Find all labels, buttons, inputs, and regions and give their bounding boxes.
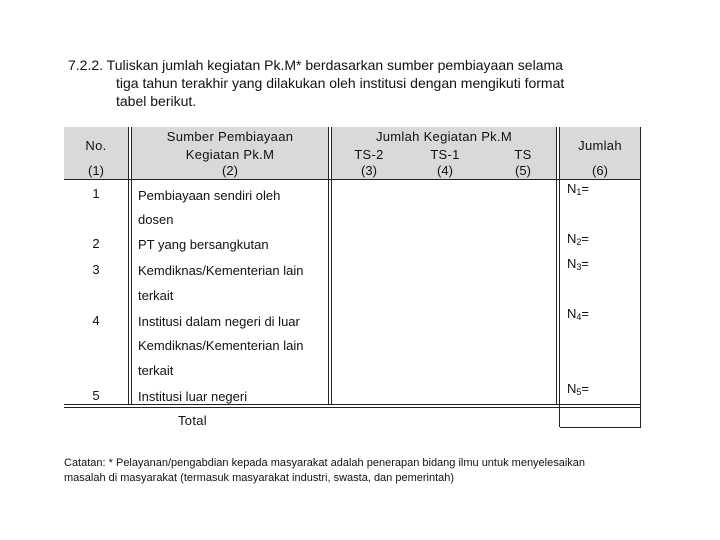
row-4-source-line3: terkait	[138, 363, 174, 378]
row-2-no: 2	[92, 236, 100, 251]
col-number-3: (3)	[361, 163, 377, 178]
vline	[556, 127, 557, 405]
col-number-6: (6)	[592, 163, 608, 178]
row-4-source-line2: Kemdiknas/Kementerian lain	[138, 338, 304, 353]
footnote-line-1: Catatan: * Pelayanan/pengabdian kepada masyarakat adalah penerapan bidang ilmu untuk menyelesaikan	[64, 457, 586, 469]
footnote	[64, 456, 664, 486]
row-5-source-line1: Institusi luar negeri	[138, 389, 248, 404]
section-heading	[68, 56, 648, 110]
header-no: No.	[85, 138, 107, 153]
vline	[128, 127, 129, 405]
vline	[640, 127, 641, 427]
row-3-source-line2: terkait	[138, 288, 174, 303]
header-ts2: TS-2	[354, 147, 384, 162]
hline-body-bottom	[64, 404, 641, 405]
hline-total-bottom	[560, 427, 641, 428]
row-1-source-line1: Pembiayaan sendiri oleh	[138, 188, 281, 203]
header-source-line2: Kegiatan Pk.M	[185, 147, 275, 162]
col-number-4: (4)	[437, 163, 453, 178]
row-3-n-value: $N_3=$	[567, 256, 589, 272]
row-1-no: 1	[92, 186, 100, 201]
header-count-title: Jumlah Kegiatan Pk.M	[375, 129, 513, 144]
row-1-source-line2: dosen	[138, 212, 174, 227]
col-number-1: (1)	[88, 163, 104, 178]
col-number-2: (2)	[222, 163, 238, 178]
row-5-n-value: $N_5=$	[567, 381, 589, 397]
hline-body-bottom-double	[64, 407, 641, 408]
heading-line-1: 7.2.2. Tuliskan jumlah kegiatan Pk.M* berdasarkan sumber pembiayaan selama	[68, 57, 563, 73]
heading-line-2: tiga tahun terakhir yang dilakukan oleh institusi dengan mengikuti format	[116, 75, 565, 91]
row-2-n-value: $N_2=$	[567, 231, 589, 247]
vline	[328, 127, 329, 405]
row-4-source-line1: Institusi dalam negeri di luar	[138, 314, 300, 329]
header-source-line1: Sumber Pembiayaan	[166, 129, 294, 144]
row-1-n-value: $N_1=$	[567, 181, 589, 197]
vline	[331, 127, 332, 405]
row-2-source-line1: PT yang bersangkutan	[138, 237, 269, 252]
header-ts: TS	[514, 147, 532, 162]
hline-header-bottom	[64, 179, 641, 180]
total-label: Total	[178, 413, 207, 428]
col-number-5: (5)	[515, 163, 531, 178]
row-3-source-line1: Kemdiknas/Kementerian lain	[138, 263, 304, 278]
row-5-no: 5	[92, 388, 100, 403]
row-4-n-value: $N_4=$	[567, 306, 589, 322]
heading-line-3: tabel berikut.	[116, 93, 197, 109]
header-total: Jumlah	[578, 138, 622, 153]
header-ts1: TS-1	[430, 147, 460, 162]
footnote-line-2: masalah di masyarakat (termasuk masyarakat industri, swasta, dan pemerintah)	[64, 472, 455, 484]
row-4-no: 4	[92, 313, 100, 328]
row-3-no: 3	[92, 262, 100, 277]
